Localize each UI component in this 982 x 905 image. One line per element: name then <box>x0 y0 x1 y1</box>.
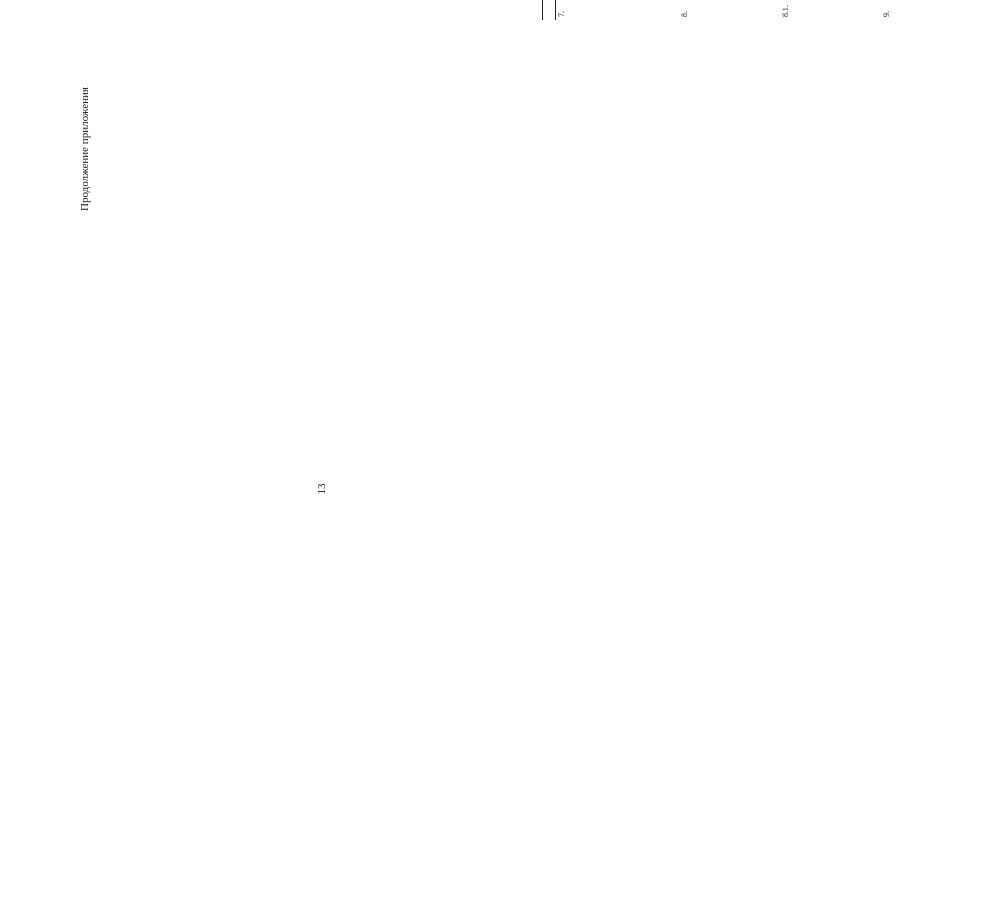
table-row <box>556 0 680 20</box>
cell-name <box>780 0 881 2</box>
budget-table <box>542 0 968 20</box>
header-cell <box>543 0 556 20</box>
cell-num: 9. <box>881 11 891 17</box>
cell-name <box>556 0 680 2</box>
table-row <box>881 0 937 20</box>
footer-empty-cell <box>937 0 968 2</box>
table-row <box>780 0 881 20</box>
rotated-table-container <box>542 0 982 20</box>
cell-num: 7. <box>557 11 566 17</box>
running-title: Продолжение приложения <box>79 87 91 211</box>
table-row <box>679 0 780 20</box>
table-body <box>543 0 969 20</box>
cell-name <box>679 0 780 2</box>
header-row <box>543 0 556 20</box>
page-number: 13 <box>316 483 328 495</box>
footer-empty-cell <box>937 2 968 20</box>
cell-name <box>881 0 937 2</box>
footer-row <box>937 0 968 20</box>
cell-num: 8. <box>680 11 690 17</box>
cell-num: 8.1. <box>781 5 791 17</box>
